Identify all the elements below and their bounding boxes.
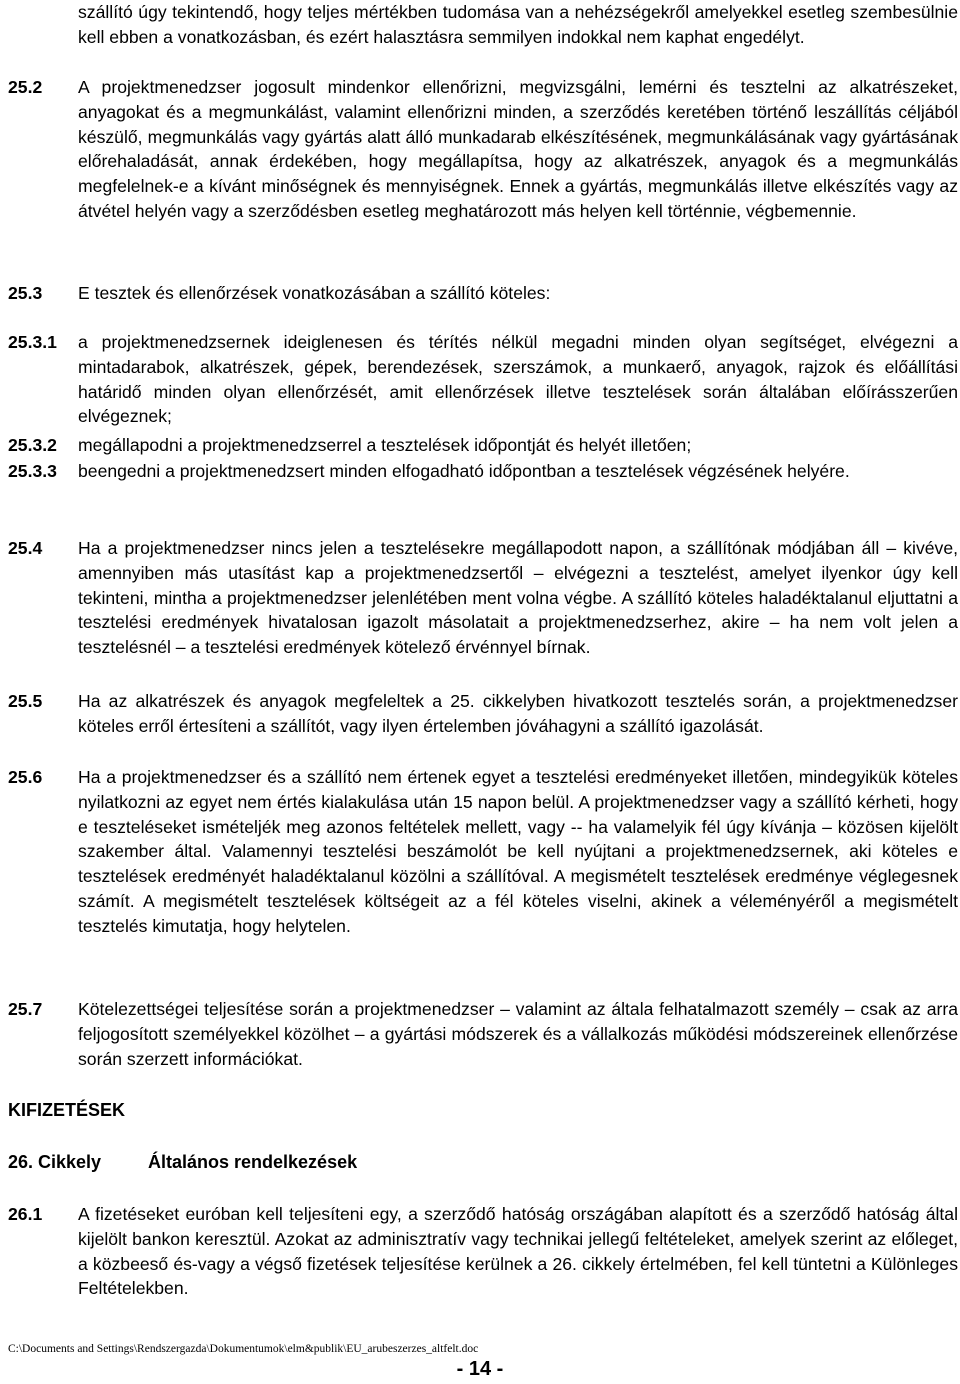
section-number: 25.6 [8, 767, 43, 787]
section-text: Kötelezettségei teljesítése során a projektmenedzser – valamint az általa felhatalmazott személy – csak az arra feljogosított személyekkel közölhet – a gyártási módszerek és a vállalkozás működési módszereinek ellenőrzése során szerzett információkat. [78, 999, 958, 1069]
section-number: 26.1 [8, 1204, 43, 1224]
section-text: E tesztek és ellenőrzések vonatkozásában a szállító köteles: [78, 283, 551, 303]
section-text: a projektmenedzsernek ideiglenesen és térítés nélkül megadni minden olyan segítséget, elvégezni a mintadarabok, alkatrészek, gépek, berendezések, szerszámok, a munkaerő, anyagok, rajzok és előállítási határidő minden olyan ellenőrzését, amit ellenőrzések illetve tesztelések során általában előírásszerűen elvégeznek; [78, 332, 958, 427]
intro-text: szállító úgy tekintendő, hogy teljes mértékben tudomása van a nehézségekről amelyekkel esetleg szembesülnie kell ebben a vonatkozásban, és ezért halasztásra semmilyen indokkal nem kaphat engedélyt. [78, 2, 958, 47]
section-number: 25.4 [8, 538, 43, 558]
section-number: 25.3 [8, 283, 43, 303]
section-number: 25.3.3 [8, 461, 57, 481]
section-number: 25.3.1 [8, 332, 57, 352]
section-number: 25.3.2 [8, 435, 57, 455]
section-text: A fizetéseket euróban kell teljesíteni egy, a szerződő hatóság országában alapított és a szerződő hatóság által kijelölt bankon keresztül. Azokat az adminisztratív vagy technikai jellegű feltételeket, amelyek szerint az előleget, a közbeeső és-vagy a végső fizetések teljesítése kerülnek a 26. cikkely értelmében, fel kell tüntetni a Különleges Feltételekben. [78, 1204, 958, 1299]
heading-payments: KIFIZETÉSEK [8, 1100, 126, 1120]
section-number: 25.2 [8, 77, 43, 97]
section-25-2 [8, 75, 958, 224]
intro-paragraph [8, 0, 958, 50]
section-text: Ha az alkatrészek és anyagok megfeleltek a 25. cikkelyben hivatkozott tesztelés során, a projektmenedzser köteles erről értesíteni a szállítót, vagy ilyen értelemben jóváhagyni a szállító igazolását. [78, 691, 958, 736]
article-title: Általános rendelkezések [148, 1152, 358, 1172]
section-25-3 [8, 281, 958, 306]
article-heading [8, 1152, 357, 1173]
footer-page-number: - 14 - [456, 1358, 504, 1380]
section-text: beengedni a projektmenedzsert minden elfogadható időpontban a tesztelések végzésének helyére. [78, 461, 850, 481]
section-25-6 [8, 765, 958, 939]
section-25-4 [8, 536, 958, 660]
section-text: A projektmenedzser jogosult mindenkor ellenőrizni, megvizsgálni, lemérni és tesztelni az alkatrészeket, anyagokat és a megmunkálást, valamint ellenőrizni minden, a szerződés keretében történő leszállítás céljából készülő, megmunkálás vagy gyártás alatt álló munkadarab elkészítésének, megmunkálásának vagy gyártásának előrehaladását, annak érdekében, hogy megállapítsa, hogy az alkatrészek, anyagok és a megmunkálás megfelelnek-e a kívánt minőségnek és mennyiségnek. Ennek a gyártás, megmunkálás illetve elkészítés vagy az átvétel helyén vagy a szerződésben esetleg meghatározott más helyen kell történnie, végbemennie. [78, 77, 958, 221]
section-text: Ha a projektmenedzser nincs jelen a tesztelésekre megállapodott napon, a szállítónak módjában áll – kivéve, amennyiben más utasítást kap a projektmenedzsertől – elvégezni a tesztelést, amelyet ilyenkor úgy kell tekinteni, mintha a projektmenedzser jelenlétében ment volna végbe. A szállító köteles haladéktalanul eljuttatni a tesztelési eredmények hivatalosan igazolt másolatait a projektmenedzserhez, akire – ha nem volt jelen a tesztelésnél – a tesztelési eredmények kötelező érvénnyel bírnak. [78, 538, 958, 658]
section-25-3-1 [8, 330, 958, 429]
section-text: megállapodni a projektmenedzserrel a tesztelések időpontját és helyét illetően; [78, 435, 692, 455]
section-number: 25.5 [8, 691, 43, 711]
section-25-3-2 [8, 433, 958, 458]
section-25-3-3 [8, 459, 958, 484]
section-26-1 [8, 1202, 958, 1301]
section-25-7 [8, 997, 958, 1071]
article-number: 26. Cikkely [8, 1152, 102, 1172]
section-number: 25.7 [8, 999, 43, 1019]
section-text: Ha a projektmenedzser és a szállító nem értenek egyet a tesztelési eredményeket illetően, mindegyikük köteles nyilatkozni az egyet nem értés kialakulása után 15 napon belül. A projektmenedzser vagy a szállító kérheti, hogy e teszteléseket ismételjék meg azonos feltételek mellett, vagy -- ha valamelyik fél úgy kívánja – közösen kijelölt szakember által. Valamennyi tesztelési beszámolót be kell nyújtani a projektmenedzsernek, aki köteles e tesztelések eredményét haladéktalanul közölni a szállítóval. A megismételt tesztelések eredménye véglegesnek számít. A megismételt tesztelések költségeit az a fél köteles viselni, akinek a véleményéről a megismételt tesztelés kimutatja, hogy helytelen. [78, 767, 958, 936]
footer-file-path: C:\Documents and Settings\Rendszergazda\Dokumentumok\elm&publik\EU_arubeszerzes_altfelt.doc [8, 1343, 479, 1355]
section-25-5 [8, 689, 958, 739]
